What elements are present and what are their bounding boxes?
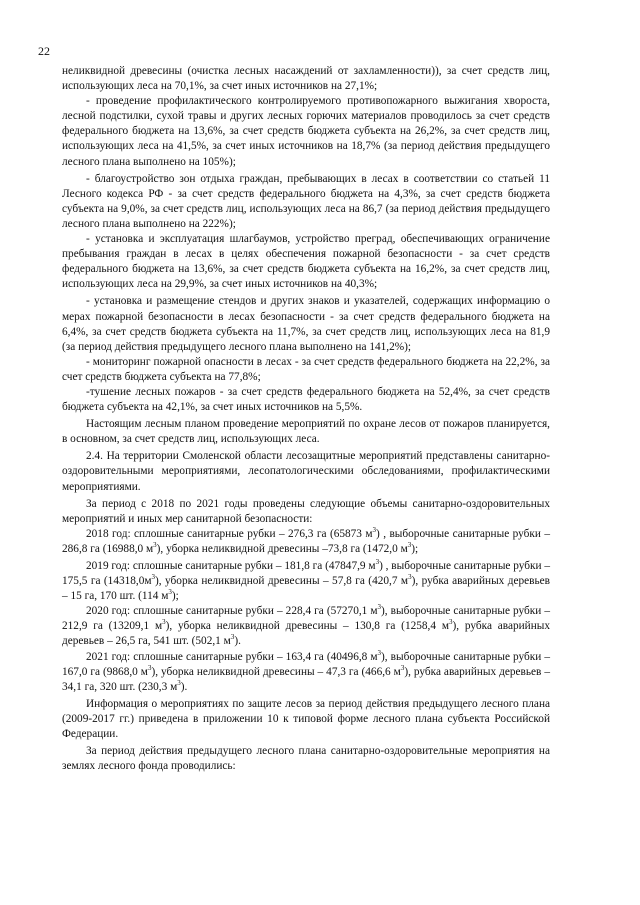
page-number: 22 bbox=[38, 44, 50, 58]
paragraph-barriers: - установка и эксплуатация шлагбаумов, устройство преград, обеспечивающих ограничение пребывания граждан в лесах в целях обеспечения пожарной безопасности - за счет средств федерального бюджета на 13,6%, за счет средств бюджета субъекта на 16,2%, за счет средств лиц, использующих леса на 29,9%, за счет иных источников на 40,3%; bbox=[62, 233, 550, 291]
paragraph-continuation: неликвидной древесины (очистка лесных насаждений от захламленности)), за счет средств лиц, использующих леса на 70,1%, за счет иных источников на 27,1%; bbox=[62, 65, 550, 93]
document-body bbox=[62, 64, 550, 774]
paragraph-plan-financing: Настоящим лесным планом проведение мероприятий по охране лесов от пожаров планируется, в основном, за счет средств лиц, использующих леса. bbox=[62, 418, 550, 446]
paragraph-fire-monitoring: - мониторинг пожарной опасности в лесах - за счет средств федерального бюджета на 22,2%, за счет средств бюджета субъекта на 77,8%; bbox=[62, 355, 550, 383]
paragraph-year-2018: 2018 год: сплошные санитарные рубки – 276,3 га (65873 $м^3$) , выборочные санитарные рубки – 286,8 га (16988,0 $м^3$), уборка неликвидной древесины –73,8 га (1472,0 $м^3$); bbox=[62, 526, 550, 555]
paragraph-previous-plan: За период действия предыдущего лесного плана санитарно-оздоровительные мероприятия на землях лесного фонда проводились: bbox=[62, 745, 550, 773]
paragraph-stands-signs: - установка и размещение стендов и других знаков и указателей, содержащих информацию о мерах пожарной безопасности в лесах безопасности - за счет средств федерального бюджета на 6,4%, за счет средств бюджета субъекта на 11,7%, за счет средств лиц, использующих леса на 81,9 (за период действия предыдущего лесного плана выполнено на 141,2%); bbox=[62, 295, 550, 353]
paragraph-forest-protection: 2.4. На территории Смоленской области лесозащитные мероприятий представлены санитарно-оздоровительными мероприятиями, лесопатологическими обследованиями, профилактическими мероприятиями. bbox=[62, 450, 550, 493]
paragraph-controlled-burning: - проведение профилактического контролируемого противопожарного выжигания хвороста, лесной подстилки, сухой травы и других лесных горючих материалов проводилось за счет средств федерального бюджета на 13,6%, за счет средств бюджета субъекта на 26,2%, за счет средств лиц, использующих леса на 41,5%, за счет иных источников на 18,7% (за период действия предыдущего лесного плана выполнено на 105%); bbox=[62, 95, 550, 168]
paragraph-year-2019: 2019 год: сплошные санитарные рубки – 181,8 га (47847,9 $м^3$) , выборочные санитарные рубки – 175,5 га $(14318,0м^3)$, уборка неликвидной древесины – 57,8 га (420,7 $м^3$), рубка аварийных деревьев – 15 га, 170 шт. (114 $м^3$); bbox=[62, 558, 551, 603]
paragraph-appendix-reference: Информация о мероприятиях по защите лесов за период действия предыдущего лесного плана (2009-2017 гг.) приведена в приложении 10 к типовой форме лесного плана субъекта Российской Федерации. bbox=[62, 697, 550, 741]
paragraph-recreation-zones: - благоустройство зон отдыха граждан, пребывающих в лесах в соответствии со статьей 11 Лесного кодекса РФ - за счет средств федерального бюджета на 4,3%, за счет средств бюджета субъекта на 9,0%, за счет средств лиц, использующих леса на 86,7 (за период действия предыдущего лесного плана выполнено на 222%); bbox=[62, 172, 550, 230]
paragraph-period-intro: За период с 2018 по 2021 годы проведены следующие объемы санитарно-оздоровительных мероприятий и иных мер санитарной безопасности: bbox=[62, 497, 550, 525]
paragraph-year-2020: 2020 год: сплошные санитарные рубки – 228,4 га (57270,1 $м^3$), выборочные санитарные рубки – 212,9 га (13209,1 $м^3$), уборка неликвидной древесины – 130,8 га (1258,4 $м^3$), рубка аварийных деревьев – 26,5 га, 541 шт. (502,1 $м^3$). bbox=[62, 603, 550, 648]
paragraph-firefighting: -тушение лесных пожаров - за счет средств федерального бюджета на 52,4%, за счет средств бюджета субъекта на 42,1%, за счет иных источников на 5,5%. bbox=[62, 385, 550, 414]
paragraph-year-2021: 2021 год: сплошные санитарные рубки – 163,4 га (40496,8 $м^3$), выборочные санитарные рубки – 167,0 га (9868,0 $м^3$), уборка неликвидной древесины – 47,3 га (466,6 $м^3$), рубка аварийных деревьев – 34,1 га, 320 шт. (230,3 $м^3$). bbox=[62, 648, 551, 693]
